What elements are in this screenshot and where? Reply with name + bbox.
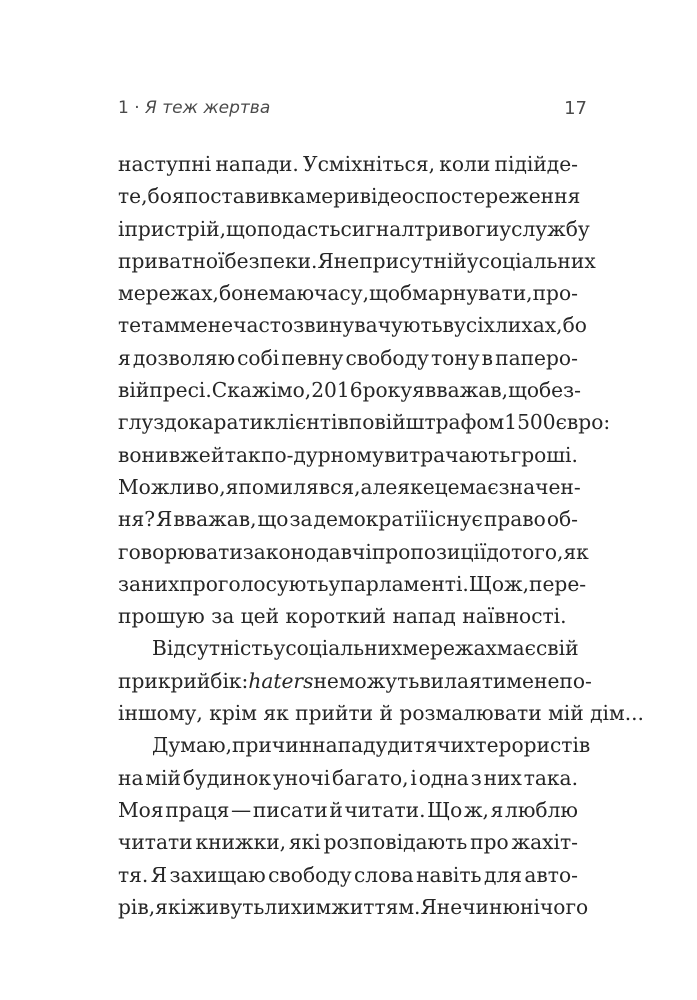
- paragraph: [118, 729, 591, 923]
- text-line: Думаю, причин нападу дитячих терористів: [152, 733, 591, 758]
- text-line: приватної безпеки. Я не присутній у соціальних: [118, 248, 596, 273]
- paragraph: [118, 148, 611, 632]
- text-line: на мій будинок уночі багато, і одна з них така.: [118, 765, 578, 790]
- running-head: [118, 98, 270, 118]
- text-line: я дозволяю собі певну свободу тону в паперо-: [118, 345, 578, 370]
- text-line: тя. Я захищаю свободу слова навіть для авто-: [118, 862, 578, 887]
- text-line: Моя праця — писати й читати. Що ж, я люблю: [118, 797, 578, 822]
- text-line: те, бо я поставив камери відеоспостереження: [118, 184, 581, 209]
- page-number: 17: [564, 98, 587, 119]
- text-line: Можливо, я помилявся, але яке це має значен-: [118, 474, 581, 499]
- text-line: і пристрій, що подасть сигнал тривоги у службу: [118, 216, 590, 241]
- text-line: говорювати законодавчі пропозиції до того, як: [118, 539, 589, 564]
- text-line: прошую за цей короткий напад наївності.: [118, 604, 567, 629]
- text-line: іншому, крім як прийти й розмалювати мій дім...: [118, 701, 644, 726]
- text-line: ня? Я вважав, що за демократії існує право об-: [118, 507, 578, 532]
- text-line: мережах, бо не маю часу, щоб марнувати, про-: [118, 281, 578, 306]
- paragraph: [118, 632, 644, 729]
- header-separator: ·: [134, 98, 140, 118]
- text-line: глуздо карати клієнтів повій штрафом 1500 євро:: [118, 410, 611, 435]
- text-line: те там мене часто звинувачують в усіх лихах, бо: [118, 313, 587, 338]
- text-line: Відсутність у соціальних мережах має свій: [152, 636, 579, 661]
- text-line: вони вже й так по-дурному витрачають гроші.: [118, 442, 578, 467]
- text-line: рів, які живуть лихим життям. Я не чиню нічого: [118, 894, 589, 919]
- text-line: вій пресі. Скажімо, 2016 року я вважав, що без-: [118, 378, 581, 403]
- text-line: за них проголосують у парламенті. Що ж, пере-: [118, 571, 587, 596]
- body-text: [118, 148, 644, 923]
- text-line: наступні напади. Усміхніться, коли підійде-: [118, 152, 578, 176]
- text-line: читати книжки, які розповідають про жахіт-: [118, 830, 578, 855]
- text-line: прикрий бік: haters не можуть вилаяти мене по-: [118, 668, 592, 693]
- chapter-title: Я теж жертва: [145, 98, 271, 118]
- chapter-number: 1: [118, 98, 129, 118]
